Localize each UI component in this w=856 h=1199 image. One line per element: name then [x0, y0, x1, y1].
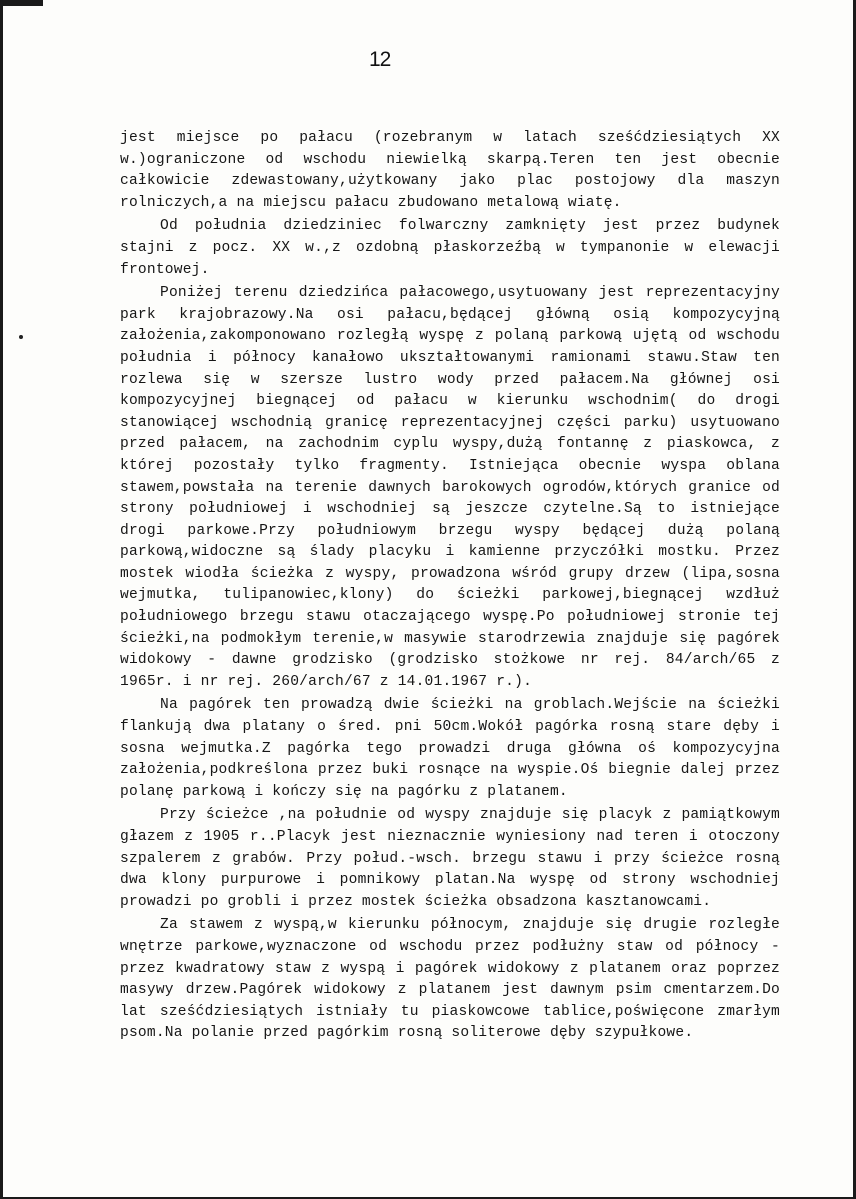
paragraph-3: Poniżej terenu dziedzińca pałacowego,usytuowany jest reprezentacyjny park krajobrazowy.Na osi pałacu,będącej główną osią kompozycyjną założenia,zakomponowano rozległą wyspę z polaną parkową ujętą od wschodu południa i północy kanałowo ukształtowanymi ramionami stawu.Staw ten rozlewa się w szersze lustro wody przed pałacem.Na głównej osi kompozycyjnej biegnącej od pałacu w kierunku wschodnim( do drogi stanowiącej wschodnią granicę reprezentacyjnej części parku) usytuowano przed pałacem, na zachodnim cyplu wyspy,dużą fontannę z piaskowca, z której pozostały tylko fragmenty. Istniejąca obecnie wyspa oblana stawem,powstała na terenie dawnych barokowych ogrodów,których granice od strony południowej i wschodniej są jeszcze czytelne.Są to istniejące drogi parkowe.Przy południowym brzegu wyspy będącej dużą polaną parkową,widoczne są ślady placyku i kamienne przyczółki mostku. Przez mostek wiodła ścieżka z wyspy, prowadzona wśród grupy drzew (lipa,sosna wejmutka, tulipanowiec,klony) do ścieżki parkowej,biegnącej wzdłuż południowego brzegu stawu otaczającego wyspę.Po południowej stronie tej ścieżki,na podmokłym terenie,w masywie starodrzewia znajduje się pagórek widokowy - dawne grodzisko (grodzisko stożkowe nr rej. 84/arch/65 z 1965r. i nr rej. 260/arch/67 z 14.01.1967 r.). [120, 285, 780, 690]
paragraph-1: jest miejsce po pałacu (rozebranym w latach sześćdziesiątych XX w.)ograniczone od wschodu niewielką skarpą.Teren ten jest obecnie całkowicie zdewastowany,użytkowany jako plac postojowy dla maszyn rolniczych,a na miejscu pałacu zbudowano metalową wiatę. [120, 130, 780, 211]
paragraph-4: Na pagórek ten prowadzą dwie ścieżki na groblach.Wejście na ścieżki flankują dwa platany o śred. pni 50cm.Wokół pagórka rosną stare dęby i sosna wejmutka.Z pagórka tego prowadzi druga główna oś kompozycyjna założenia,podkreślona przez buki rosnące na wyspie.Oś biegnie dalej przez polanę parkową i kończy się na pagórku z platanem. [120, 697, 780, 800]
page-number: 12 [369, 48, 391, 71]
margin-dot-mark [19, 335, 23, 339]
scan-border-corner [3, 0, 43, 6]
paragraph-5: Przy ścieżce ,na południe od wyspy znajduje się placyk z pamiątkowym głazem z 1905 r..Placyk jest nieznacznie wyniesiony nad teren i otoczony szpalerem z grabów. Przy połud.-wsch. brzegu stawu i przy ścieżce rosną dwa klony purpurowe i pomnikowy platan.Na wyspę od strony wschodniej prowadzi po grobli i przez mostek ścieżka obsadzona kasztanowcami. [120, 807, 780, 910]
paragraph-6: Za stawem z wyspą,w kierunku północym, znajduje się drugie rozległe wnętrze parkowe,wyznaczone od wschodu przez podłużny staw od północy - przez kwadratowy staw z wyspą i pagórek widokowy z platanem oraz poprzez masywy drzew.Pagórek widokowy z platanem jest dawnym psim cmentarzem.Do lat sześćdziesiątych istniały tu piaskowcowe tablice,poświęcone zmarłym psom.Na polanie przed pagórkim rosną soliterowe dęby szypułkowe. [120, 917, 780, 1042]
document-body [120, 128, 780, 1047]
paragraph-2: Od południa dziedziniec folwarczny zamknięty jest przez budynek stajni z pocz. XX w.,z ozdobną płaskorzeźbą w tympanonie w elewacji frontowej. [120, 218, 780, 278]
